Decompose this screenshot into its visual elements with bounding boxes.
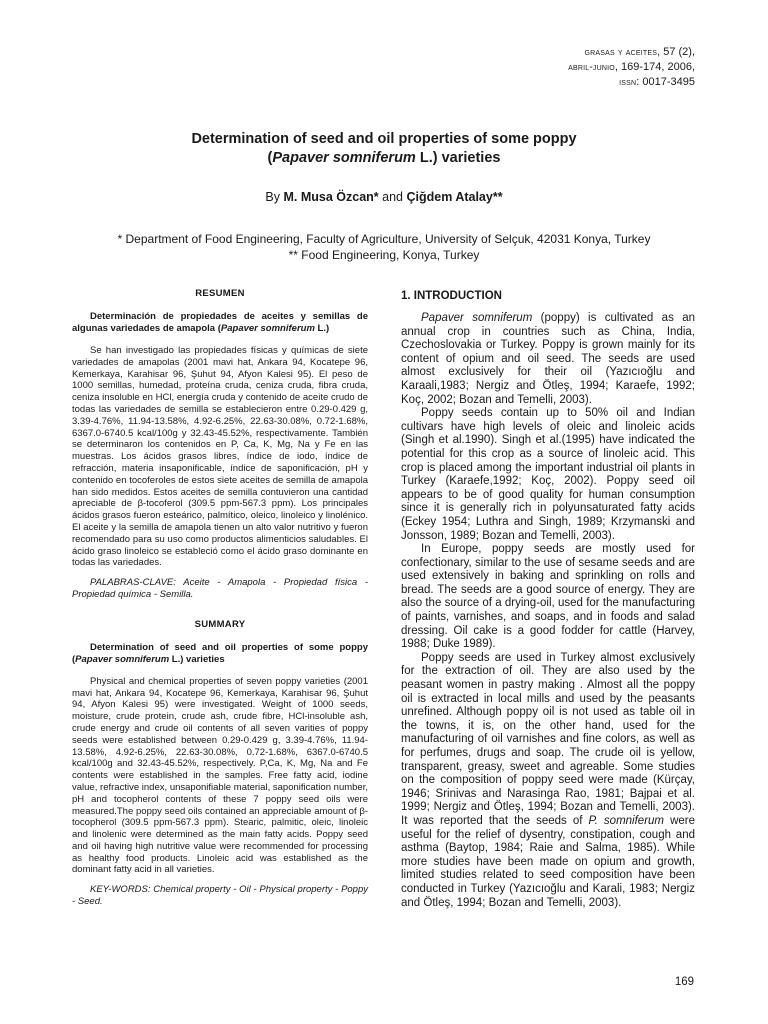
affiliation-1: * Department of Food Engineering, Faculty of Agriculture, University of Selçuk, 42031 Konya, Turkey bbox=[117, 232, 651, 246]
affiliations bbox=[40, 231, 728, 263]
summary-keywords: KEY-WORDS: Chemical property - Oil - Physical property - Poppy - Seed. bbox=[72, 884, 368, 908]
summary-body: Physical and chemical properties of seven poppy varieties (2001 mavi hat, Ankara 94, Kocatepe 96, Kemerkaya, Karahisar 96, Şuhut 94, Afyon Kalesi 95) were investigated. Weight of 1000 seeds, moisture, crude protein, crude ash, crude fibre, HCl-insoluble ash, crude energy and crude oil contents of all seven varities of poppy seeds were established between 0.29-0.429 g, 3.39-4.76%, 11.94-13.58%, 4.92-6.25%, 22.63-30.08%, 0.72-1.68%, 6367.0-6740.5 kcal/100g and 32.43-45.52%, respectively. P,Ca, K, Mg, Na and Fe contents were established in the samples. Free fatty acid, iodine value, refractive index, unsaponifiable material, saponification number, pH and tocopherol contents of these 7 poppy seed oils were measured.The poppy seed oils contained an appreciable amount of β-tocopherol (309.5 ppm-567.3 ppm). Stearic, palmitic, oleic, linoleic and linolenic were determined as the main fatty acids. Poppy seed and oil having high nutritive value were recommended for processing as healthy food products. Linoleic acid was established as the dominant fatty acid in all varieties. bbox=[72, 675, 368, 876]
journal-pages-year: , 169-174, 2006, bbox=[614, 61, 695, 73]
journal-name: grasas y aceites bbox=[584, 47, 658, 58]
author-2: Çiğdem Atalay** bbox=[406, 190, 503, 204]
journal-citation bbox=[568, 45, 695, 90]
author-1: M. Musa Özcan* bbox=[283, 190, 379, 204]
introduction-heading: 1. INTRODUCTION bbox=[401, 290, 502, 302]
left-column bbox=[72, 288, 368, 908]
intro-paragraph-3: In Europe, poppy seeds are mostly used for confectionary, similar to the use of sesame seeds and are used extensively in baking and sprinkling on rolls and bread. The seeds are a good source of energy. They are also the source of a drying-oil, used for the manufacturing of paints, varnishes, and soaps, and in foods and salad dressing. Oil cake is a good fodder for cattle (Harvey, 1988; Duke 1989). bbox=[401, 543, 695, 651]
paper-title bbox=[84, 130, 684, 168]
page-number: 169 bbox=[674, 976, 694, 988]
title-line-2: (Papaver somniferum L.) varieties bbox=[267, 150, 501, 166]
issn-label: issn bbox=[619, 77, 637, 88]
resumen-title: Determinación de propiedades de aceites y semillas de algunas variedades de amapola (Papaver somniferum L.) bbox=[72, 311, 368, 334]
author-line: By M. Musa Özcan* and Çiğdem Atalay** bbox=[265, 190, 503, 204]
intro-paragraph-1: Papaver somniferum (poppy) is cultivated as an annual crop in countries such as China, India, Czechoslovakia or Turkey. Poppy is grown mainly for its content of opium and oil seed. The seeds are used almost exclusively for their oil (Yazıcıoğlu and Karaali,1983; Nergiz and Ötleş, 1994; Karaefe, 1992; Koç, 2002; Bozan and Temelli, 2003). bbox=[401, 312, 696, 406]
journal-volume: , 57 (2), bbox=[657, 46, 695, 58]
summary-heading: SUMMARY bbox=[194, 618, 246, 630]
resumen-keywords: PALABRAS-CLAVE: Aceite - Amapola - Propiedad física - Propiedad química - Semilla. bbox=[72, 577, 368, 600]
title-line-1: Determination of seed and oil properties of some poppy bbox=[191, 131, 577, 147]
issn-number: : 0017-3495 bbox=[636, 76, 695, 88]
resumen-heading: RESUMEN bbox=[195, 288, 245, 299]
title-species: Papaver somniferum bbox=[272, 150, 416, 166]
journal-issue-months: abril-junio bbox=[568, 62, 615, 73]
affiliation-2: ** Food Engineering, Konya, Turkey bbox=[288, 248, 480, 262]
right-column bbox=[401, 288, 695, 910]
intro-paragraph-2: Poppy seeds contain up to 50% oil and Indian cultivars have high levels of oleic and linoleic acids (Singh et al.1990). Singh et al.(1995) have indicated the potential for this crop as a source of linoleic acid. This crop is placed among the important industrial oil plants in Turkey (Karaefe,1992; Koç, 2002). Poppy seed oil appears to be of good quality for human consumption since it is generally rich in polyunsaturated fatty acids (Eckey 1954; Luthra and Singh, 1989; Krzymanski and Jonsson, 1989; Bozan and Temelli, 2003). bbox=[401, 407, 695, 542]
intro-paragraph-4: Poppy seeds are used in Turkey almost exclusively for the extraction of oil. They are also used by the peasant women in pastry making . Almost all the poppy oil is extracted in local mills and used by the peasants unrefined. Although poppy oil is not used as table oil in the towns, it is, on the other hand, used for the manufacturing of oil varnishes and fine colors, as well as for perfumes, drugs and soap. The crude oil is yellow, transparent, greasy, sweet and agreable. Some studies on the composition of poppy seed were made (Kürçay, 1946; Srinivas and Narasinga Rao, 1981; Bajpai et al. 1999; Nergiz and Ötleş, 1994; Bozan and Temelli, 2003). It was reported that the seeds of P. somniferum were useful for the relief of dysentry, constipation, cough and asthma (Baytop, 1984; Raie and Salma, 1985). While more studies have been made on opium and growth, limited studies related to seed composition have been conducted in Turkey (Yazıcıoğlu and Karali, 1983; Nergiz and Ötleş, 1994; Bozan and Temelli, 2003). bbox=[401, 651, 695, 909]
summary-title: Determination of seed and oil properties of some poppy (Papaver somniferum L.) varieties bbox=[72, 641, 368, 665]
resumen-body: Se han investigado las propiedades físicas y químicas de siete variedades de amapolas (2001 mavi hat, Ankara 94, Kocatepe 96, Kemerkaya, Karahisar 96, Şuhut 94, Afyon Kalesi 95). El peso de 1000 semillas, humedad, proteína cruda, ceniza cruda, fibra cruda, ceniza insoluble en HCl, energía cruda y contenido de aceite crudo de todas las variedades de semilla se establecieron entre 0.29-0.429 g, 3.39-4.76%, 11.94-13.58%, 4.92-6.25%, 22.63-30.08%, 0.72-1.68%, 6367.0-6740.5 kcal/100g y 32.43-45.52%, respectivamente. También se determinaron los contenidos en P, Ca, K, Mg, Na y Fe en las muestras. Los ácidos grasos libres, índice de iodo, índice de refracción, materia insaponificable, índice de saponificación, pH y contenido en tocoferoles de estos siete aceites de semilla de amapola han sido medidos. Estos aceites de semilla contuvieron una cantidad apreciable de β-tocoferol (309.5 ppm-567.3 ppm). Los principales ácidos grasos fueron esteárico, palmítico, oleico, linoleico y linolénico. El aceite y la semilla de amapola tienen un alto valor nutritivo y fueron recomendado para su uso como productos alimenticios saludables. El ácido graso linoleico se estableció como el ácido graso dominante en todas las variedades. bbox=[72, 345, 368, 569]
